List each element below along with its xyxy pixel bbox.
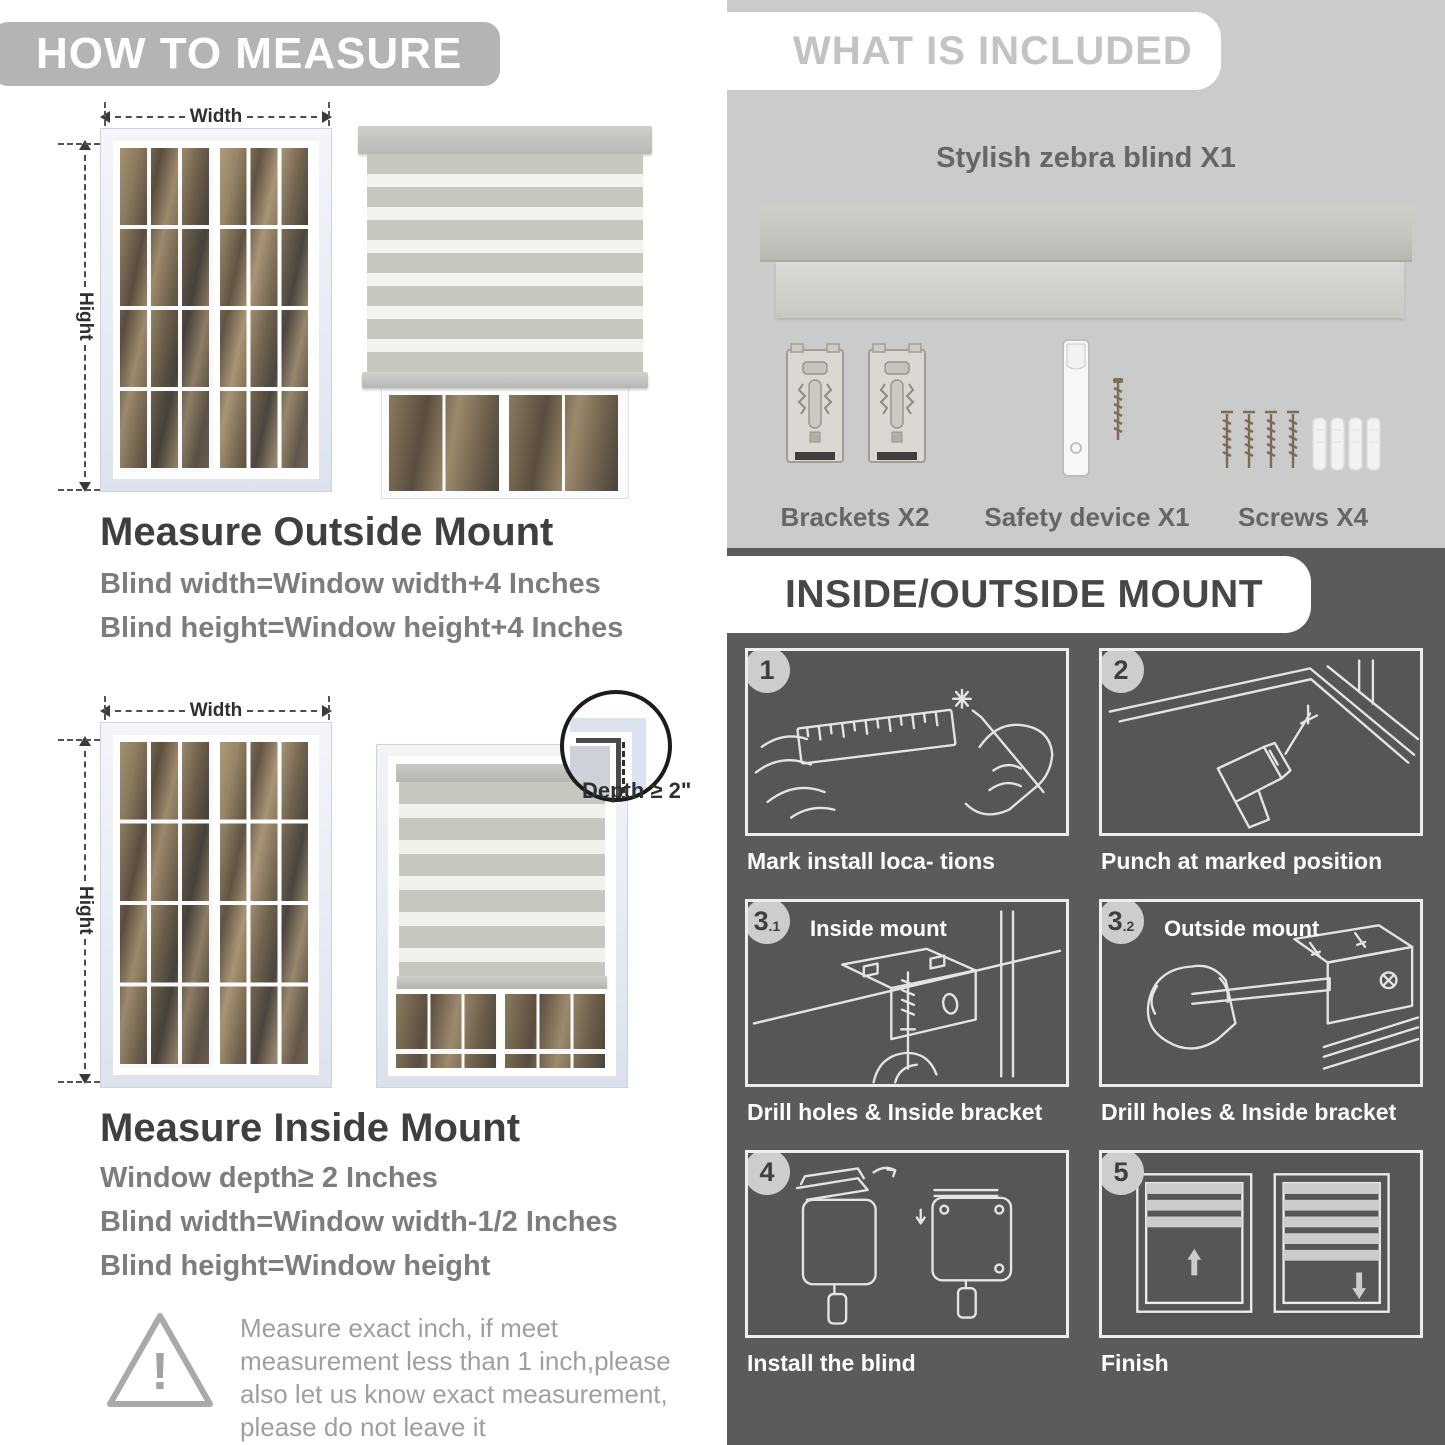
dashed-line (84, 751, 86, 881)
blind-bottom-bar (776, 262, 1404, 318)
step-number: 2 (1113, 654, 1129, 685)
window-glass (509, 395, 622, 491)
blind-headrail (760, 204, 1412, 262)
window-glass (220, 148, 313, 472)
step-1-panel (745, 648, 1069, 836)
measure-guide (58, 739, 100, 741)
dashed-line (247, 116, 317, 118)
what-is-included-banner (727, 12, 1221, 90)
blind-bottom-rail (397, 976, 607, 989)
step-inner-label: Inside mount (810, 916, 947, 941)
bracket-icon (783, 340, 847, 474)
step-number: 3 (753, 905, 769, 936)
window-pane (120, 148, 213, 472)
how-to-measure-title: HOW TO MEASURE (36, 29, 463, 78)
step-number: 3 (1107, 905, 1123, 936)
step-badge (1099, 1150, 1144, 1195)
what-is-included-panel (727, 0, 1445, 548)
step-badge (1099, 648, 1144, 693)
zebra-blind-item-label: Stylish zebra blind X1 (936, 142, 1236, 174)
screws-label: Screws X4 (1237, 502, 1369, 532)
window-pane (120, 742, 213, 1068)
width-label: Width (189, 106, 243, 127)
measure-guide (58, 489, 100, 491)
window-glass (120, 148, 213, 472)
arrowhead-up-icon (79, 736, 91, 746)
arrowhead-right-icon (322, 111, 332, 123)
height-label: Hight (75, 291, 96, 341)
brackets-label: Brackets X2 (780, 502, 930, 532)
step-number: 1 (759, 654, 775, 685)
step-3-2-panel (1099, 899, 1423, 1087)
step-caption: Install the blind (747, 1350, 916, 1376)
step-caption: Finish (1101, 1350, 1169, 1376)
window-pane (220, 148, 313, 472)
window-opening (388, 756, 616, 1076)
step-caption: Mark install loca- tions (747, 848, 995, 874)
step-2 (1099, 648, 1423, 875)
step-3-2 (1099, 899, 1423, 1126)
inside-formula-height: Blind height=Window height (100, 1250, 491, 1282)
mount-instructions-panel (727, 548, 1445, 1445)
step-number-sub: .2 (1122, 918, 1135, 934)
window-glass (389, 395, 502, 491)
step-caption: Drill holes & Inside bracket (747, 1099, 1043, 1125)
depth-label: Depth ≥ 2" (582, 778, 692, 803)
step-3-1 (745, 899, 1069, 1126)
arrowhead-up-icon (79, 140, 91, 150)
step-caption: Punch at marked position (1101, 848, 1383, 874)
blind-bottom-rail (362, 372, 648, 388)
step-5 (1099, 1150, 1423, 1377)
step-badge (745, 648, 790, 693)
what-is-included-title: WHAT IS INCLUDED (793, 28, 1193, 73)
step-badge (745, 1150, 790, 1195)
safety-device-label: Safety device X1 (984, 502, 1190, 532)
width-arrow (100, 700, 332, 722)
measure-guide (58, 1081, 100, 1083)
step-2-panel (1099, 648, 1423, 836)
finished-blinds-illustration (1102, 1153, 1420, 1335)
mount-title: INSIDE/OUTSIDE MOUNT (785, 572, 1264, 616)
dashed-line (247, 710, 317, 712)
exclamation-mark: ! (151, 1343, 169, 1401)
screws-and-anchors-icon (1217, 404, 1385, 484)
step-5-panel (1099, 1150, 1423, 1338)
drill-illustration (1102, 651, 1420, 833)
inside-formula-depth: Window depth≥ 2 Inches (100, 1162, 438, 1194)
height-label: Hight (75, 885, 96, 935)
window-pane (220, 742, 313, 1068)
step-badge (1099, 899, 1144, 944)
step-inner-label: Outside mount (1164, 916, 1320, 941)
window-illustration-outside (100, 128, 332, 492)
dashed-line (115, 116, 185, 118)
dashed-line (84, 345, 86, 477)
window-sashes (113, 141, 319, 479)
install-blind-illustration (748, 1153, 1066, 1335)
step-number: 5 (1113, 1156, 1129, 1187)
measure-inside-title: Measure Inside Mount (100, 1106, 521, 1150)
step-number-sub: .1 (768, 918, 781, 934)
outside-formula-width: Blind width=Window width+4 Inches (100, 568, 601, 600)
blind-cassette (358, 126, 652, 154)
mark-location-illustration (748, 651, 1066, 833)
height-arrow (74, 140, 96, 492)
window-glass (505, 994, 608, 1068)
bracket-icon (865, 340, 929, 474)
window-glass (396, 994, 499, 1068)
step-badge (745, 899, 790, 944)
inside-formula-width: Blind width=Window width-1/2 Inches (100, 1206, 618, 1238)
mount-steps-grid (745, 648, 1423, 1401)
blind-fabric-stripes (399, 782, 605, 976)
window-glass (220, 742, 313, 1068)
window-sashes (396, 989, 608, 1068)
step-4-panel (745, 1150, 1069, 1338)
blind-fabric-stripes (367, 154, 643, 372)
dashed-line (84, 155, 86, 287)
arrowhead-right-icon (322, 705, 332, 717)
window-glass (120, 742, 213, 1068)
step-4 (745, 1150, 1069, 1377)
mount-banner (727, 556, 1311, 633)
step-3-1-panel (745, 899, 1069, 1087)
warning-triangle-icon (100, 1306, 220, 1416)
width-label: Width (189, 700, 243, 721)
window-sashes (113, 735, 319, 1075)
width-arrow (100, 106, 332, 128)
warning-text: Measure exact inch, if meet measurement less than 1 inch,please also let us know exact measurement, please do not leave it (240, 1313, 671, 1442)
measure-guide (58, 143, 100, 145)
measure-outside-title: Measure Outside Mount (100, 510, 554, 554)
window-illustration-inside (100, 722, 332, 1088)
dashed-line (84, 939, 86, 1069)
how-to-measure-banner (0, 22, 500, 86)
step-caption: Drill holes & Inside bracket (1101, 1099, 1397, 1125)
step-number: 4 (759, 1156, 775, 1187)
window-under-blind (382, 388, 628, 498)
zebra-blind-outside-illustration (358, 126, 652, 498)
step-1 (745, 648, 1069, 875)
dashed-line (115, 710, 185, 712)
window-sashes (389, 395, 621, 491)
outside-formula-height: Blind height=Window height+4 Inches (100, 612, 624, 644)
height-arrow (74, 736, 96, 1084)
safety-device-icon (1055, 336, 1139, 486)
